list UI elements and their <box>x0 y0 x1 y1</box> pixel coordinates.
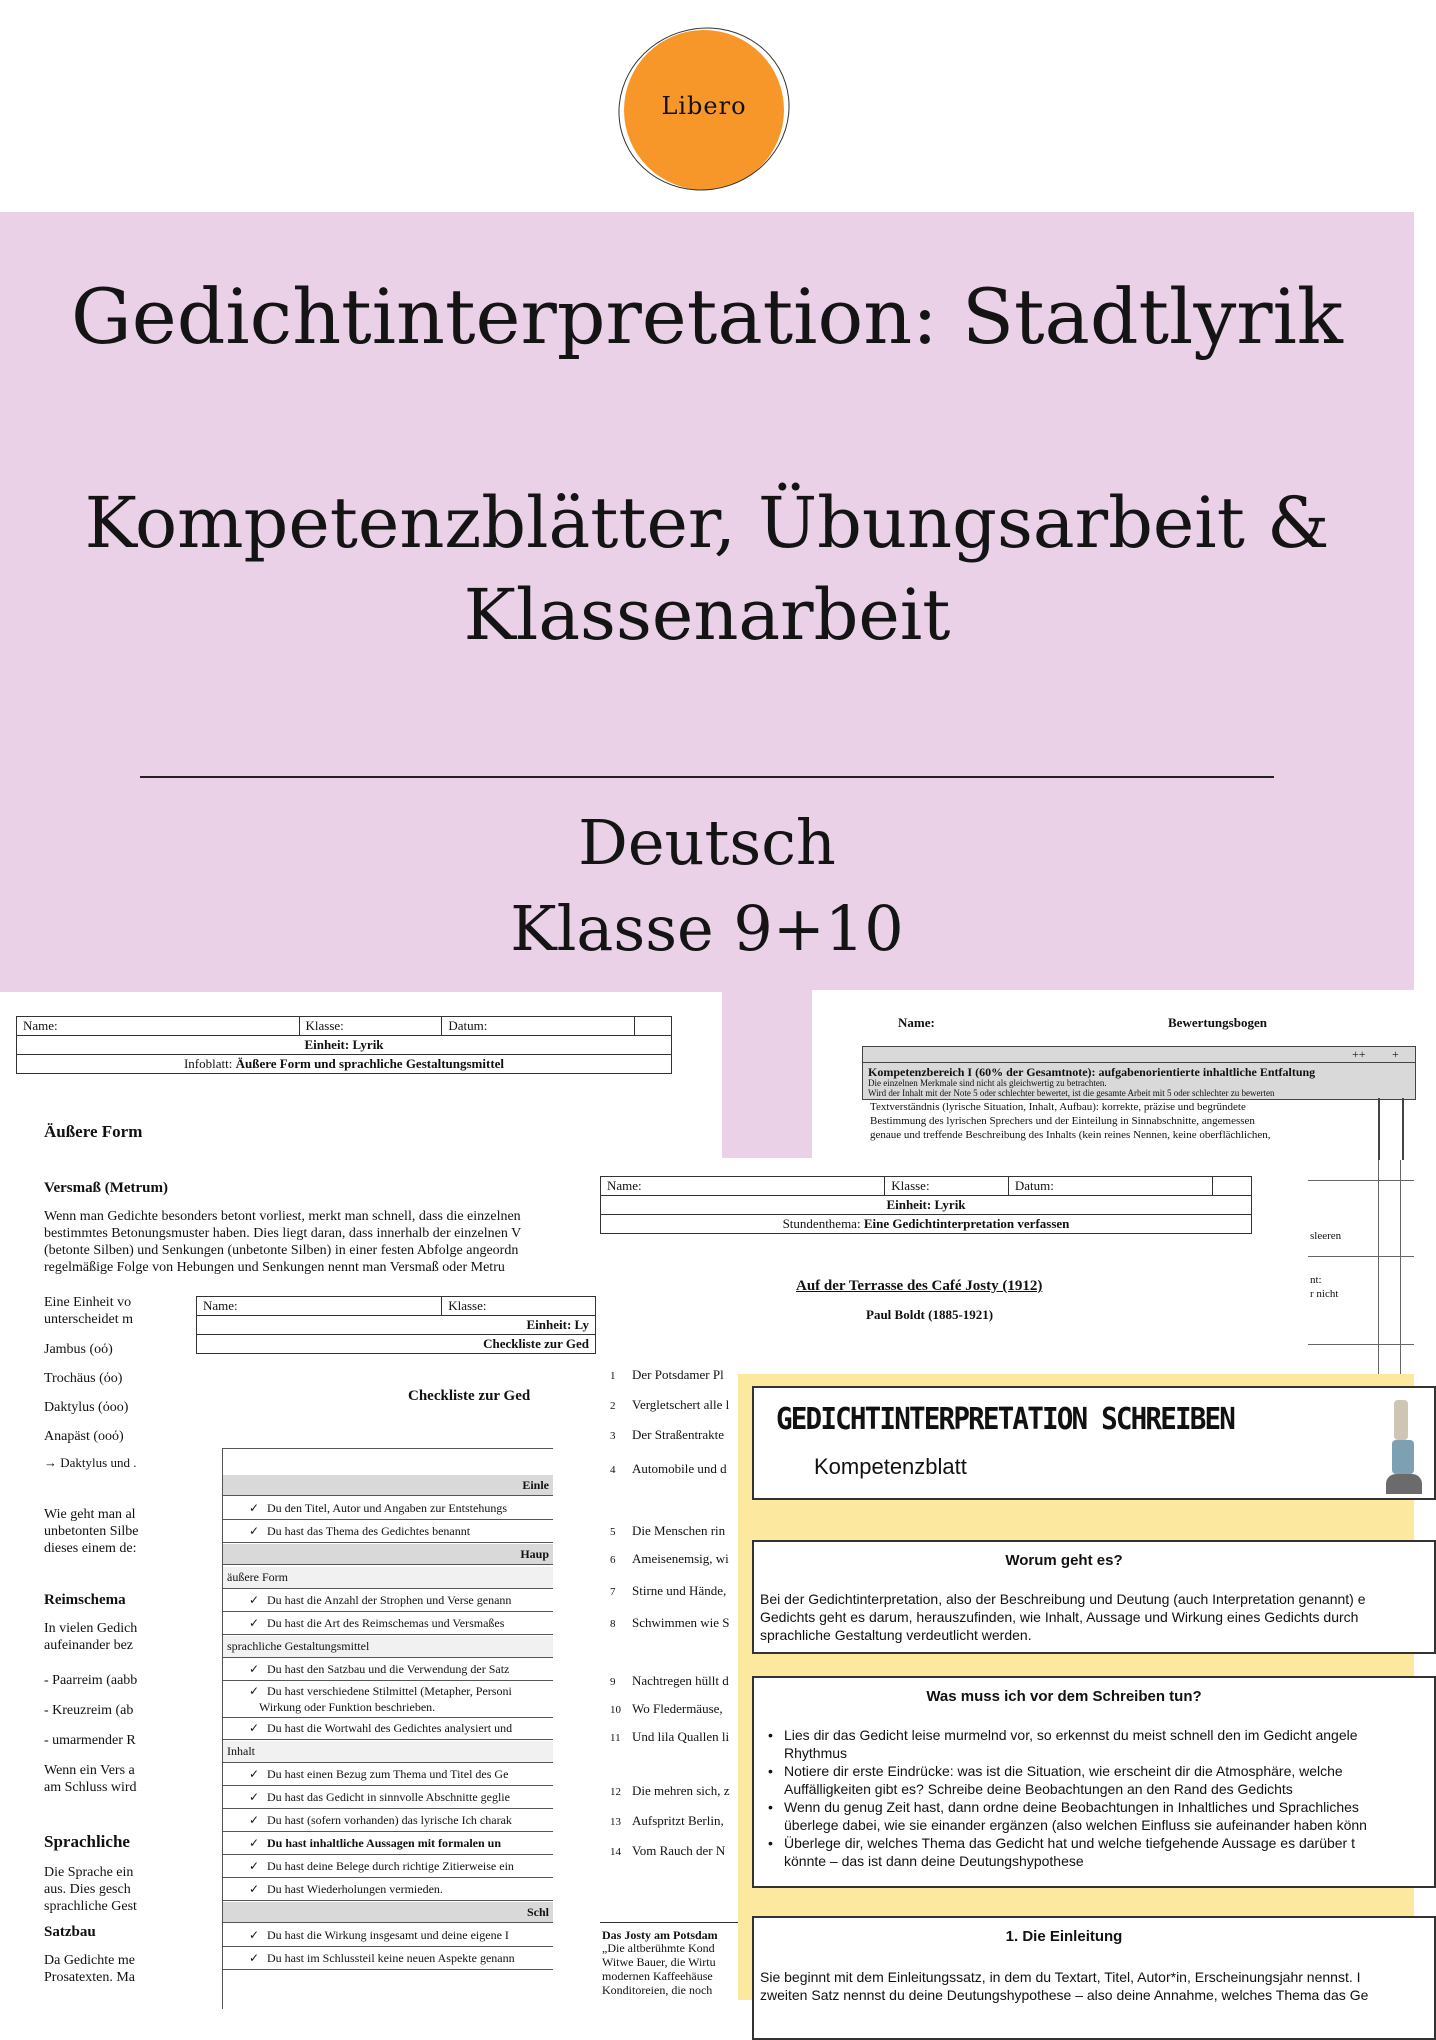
meter-jambus: Jambus (οό) <box>44 1342 113 1357</box>
item-text: Du den Titel, Autor und Angaben zur Entstehungs <box>267 1501 507 1515</box>
checkmark-icon: ✓ <box>248 1767 259 1781</box>
checkmark-icon: ✓ <box>248 1524 259 1538</box>
checklist-group <box>223 1567 553 1589</box>
wie-line-2: unbetonten Silbe <box>44 1524 139 1539</box>
reim-line-2: aufeinander bez <box>44 1638 133 1653</box>
checkliste-header <box>196 1296 596 1354</box>
checklist-group <box>223 1741 553 1763</box>
col-plus: + <box>1392 1047 1399 1061</box>
satzbau-heading: Satzbau <box>44 1924 96 1940</box>
textverstaendnis-2: Bestimmung des lyrischen Sprechers und der Einteilung in Sinnabschnitte, angemessen <box>870 1115 1255 1127</box>
section-label: Haup <box>520 1547 549 1561</box>
checklist-item <box>223 1948 553 1970</box>
verse-number: 12 <box>610 1786 621 1798</box>
kompetenzbereich-label: Kompetenzbereich I (60% der Gesamtnote): aufgabenorientierte inhaltliche Entfaltung <box>868 1065 1316 1079</box>
poem-verse <box>610 1700 723 1719</box>
bullet-line: Notiere dir erste Eindrücke: was ist die Situation, wie erscheint dir die Atmosphäre, welche <box>784 1763 1343 1779</box>
fragment-text-2: nt: <box>1310 1274 1322 1286</box>
satzbau-line-2: Prosatexten. Ma <box>44 1970 135 1985</box>
checkliste-sheet <box>186 1286 589 2000</box>
verse-text: Wo Fledermäuse, <box>632 1701 723 1716</box>
satzbau-line-1: Da Gedichte me <box>44 1953 135 1968</box>
item-text: Du hast den Satzbau und die Verwendung der Satz <box>267 1662 510 1676</box>
poem-verse <box>610 1396 729 1415</box>
name-label: Name: <box>17 1017 300 1036</box>
bewertungsbogen-sheet <box>812 990 1414 1158</box>
bullet-line: Lies dir das Gedicht leise murmelnd vor, so erkennst du meist schnell den im Gedicht angele <box>784 1727 1358 1743</box>
bewertung-title: Bewertungsbogen <box>1168 1015 1267 1030</box>
item-text: Du hast einen Bezug zum Thema und Titel des Ge <box>267 1767 509 1781</box>
bullet-line: Wenn du genug Zeit hast, dann ordne deine Beobachtungen in Inhaltliches und Sprachliches <box>784 1799 1359 1815</box>
verse-text: Nachtregen hüllt d <box>632 1673 729 1688</box>
item-text: Du hast inhaltliche Aussagen mit formalen un <box>267 1836 502 1850</box>
bereich-note-2: Wird der Inhalt mit der Note 5 oder schlechter bewertet, ist die gesamte Arbeit mit 5 oder schlechter zu bewerten <box>868 1088 1275 1098</box>
verse-text: Ameisenemsig, wi <box>632 1551 729 1566</box>
poem-verse <box>610 1728 729 1747</box>
checkmark-icon: ✓ <box>248 1790 259 1804</box>
klasse-label: Klasse: <box>299 1017 442 1036</box>
bullet-line: Überlege dir, welches Thema das Gedicht hat und welche tiefgehende Aussage es darüber t <box>784 1835 1355 1851</box>
bullet-icon: • <box>768 1727 773 1743</box>
checklist-item <box>223 1498 553 1520</box>
josty-line-2: Witwe Bauer, die Wirtu <box>602 1955 716 1969</box>
einheit-line-2: unterscheidet m <box>44 1312 134 1327</box>
grid-line <box>1378 1098 1380 1160</box>
versmass-heading: Versmaß (Metrum) <box>44 1180 168 1196</box>
wie-line-3: dieses einem de: <box>44 1541 137 1556</box>
josty-line-1: „Die altberühmte Kond <box>602 1941 715 1955</box>
aeussere-form-heading: Äußere Form <box>44 1122 143 1141</box>
col-plusplus: ++ <box>1352 1047 1366 1061</box>
verse-number: 8 <box>610 1618 616 1630</box>
vorbereitung-heading: Was muss ich vor dem Schreiben tun? <box>926 1688 1202 1705</box>
verse-text: Vergletschert alle l <box>632 1397 730 1412</box>
datum-label: Datum: <box>442 1017 635 1036</box>
checkmark-icon: ✓ <box>248 1616 259 1630</box>
stundenthema-title: Stundenthema: Eine Gedichtinterpretation verfassen <box>601 1215 1252 1234</box>
logo-text: Libero <box>661 92 747 120</box>
kompetenzblatt-sheet <box>738 1374 1414 2003</box>
verse-text: Automobile und d <box>632 1461 727 1476</box>
banner-tab <box>722 992 812 1158</box>
bullet-line: Auffälligkeiten gibt es? Schreibe deine Beobachtungen an den Rand des Gedichts <box>784 1781 1293 1797</box>
checkliste-subtitle: Checkliste zur Ged <box>197 1335 596 1354</box>
fragment-text-1: sleeren <box>1310 1230 1342 1242</box>
checklist-section <box>223 1475 553 1496</box>
versmass-para-2: bestimmtes Betonungsmuster haben. Dies liegt daran, dass innerhalb der einzelnen V <box>44 1226 522 1241</box>
textverstaendnis-3: genaue und treffende Beschreibung des Inhalts (kein reines Nennen, keine oberflächlichen, <box>870 1129 1271 1141</box>
poem-verse <box>610 1812 724 1831</box>
page-title: Gedichtinterpretation: Stadtlyrik <box>71 272 1343 361</box>
subtitle-line-1: Kompetenzblätter, Übungsarbeit & <box>84 482 1330 564</box>
item-text: Du hast verschiedene Stilmittel (Metapher, Personi <box>267 1684 512 1698</box>
bullet-icon: • <box>768 1799 773 1815</box>
josty-line-3: modernen Kaffeehäuse <box>602 1969 713 1983</box>
sprach-line-3: sprachliche Gest <box>44 1899 137 1914</box>
checkmark-icon: ✓ <box>248 1684 259 1698</box>
poem-title: Auf der Terrasse des Café Josty (1912) <box>796 1278 1043 1294</box>
verse-text: Aufspritzt Berlin, <box>632 1813 724 1828</box>
verse-text: Die mehren sich, z <box>632 1783 730 1798</box>
einleitung-line-1: Sie beginnt mit dem Einleitungssatz, in dem du Textart, Titel, Autor*in, Erscheinungsjahr nennst. I <box>760 1969 1361 1985</box>
verse-number: 7 <box>610 1586 616 1598</box>
figure-illustration <box>1386 1396 1426 1496</box>
item-text: Du hast die Wortwahl des Gedichtes analysiert und <box>267 1721 513 1735</box>
sprach-line-2: aus. Dies gesch <box>44 1882 131 1897</box>
worum-box <box>752 1540 1436 1654</box>
reim-paarreim: - Paarreim (aabb <box>44 1673 138 1688</box>
libero-logo <box>618 26 790 190</box>
reim-umarmend: - umarmender R <box>44 1733 136 1748</box>
item-text: Du hast die Anzahl der Strophen und Verse genann <box>267 1593 512 1607</box>
fragment-text-3: r nicht <box>1310 1288 1339 1300</box>
meter-anapaest: Anapäst (οοό) <box>44 1429 124 1444</box>
poem-verse <box>610 1460 727 1479</box>
poem-verse <box>610 1614 730 1633</box>
poem-author: Paul Boldt (1885-1921) <box>866 1307 994 1322</box>
infoblatt-header <box>16 1016 672 1074</box>
worum-line-3: sprachliche Gestaltung verdeutlicht werden. <box>760 1627 1032 1643</box>
verse-text: Vom Rauch der N <box>632 1843 726 1858</box>
checkmark-icon: ✓ <box>248 1882 259 1896</box>
meter-trochaeus: Trochäus (όο) <box>44 1371 123 1386</box>
checkmark-icon: ✓ <box>248 1813 259 1827</box>
kompetenzblatt-subtitle: Kompetenzblatt <box>814 1454 967 1479</box>
section-label: Schl <box>526 1905 549 1919</box>
checklist-item <box>223 1879 553 1901</box>
checklist-section <box>223 1544 553 1565</box>
einleitung-line-2: zweiten Satz nennst du deine Deutungshypothese – also deine Annahme, welches Thema das Ge <box>760 1987 1369 2003</box>
item-text: Du hast Wiederholungen vermieden. <box>267 1882 443 1896</box>
poem-verse <box>610 1550 729 1569</box>
klasse-label: Klasse: <box>442 1297 596 1316</box>
einheit-label: Einheit: Lyrik <box>17 1036 672 1055</box>
poem-verse <box>610 1672 729 1691</box>
verse-number: 4 <box>610 1464 616 1476</box>
einheit-label: Einheit: Ly <box>197 1316 596 1335</box>
verse-text: Der Potsdamer Pl <box>632 1367 724 1382</box>
checklist-item <box>223 1682 553 1718</box>
poem-verse <box>610 1426 724 1445</box>
verse-number: 6 <box>610 1554 616 1566</box>
verse-number: 3 <box>610 1430 616 1442</box>
verse-text: Die Menschen rin <box>632 1523 726 1538</box>
verse-number: 5 <box>610 1526 616 1538</box>
name-label: Name: <box>197 1297 442 1316</box>
checkmark-icon: ✓ <box>248 1836 259 1850</box>
josty-box-title: Das Josty am Potsdam <box>602 1928 718 1942</box>
checkmark-icon: ✓ <box>248 1951 259 1965</box>
versmass-para-1: Wenn man Gedichte besonders betont vorliest, merkt man schnell, dass die einzelnen <box>44 1209 521 1224</box>
vers-line-2: am Schluss wird <box>44 1780 137 1795</box>
section-label: Einle <box>522 1478 549 1492</box>
arrow-note: → Daktylus und . <box>44 1455 137 1470</box>
verse-number: 9 <box>610 1676 616 1688</box>
bullet-icon: • <box>768 1763 773 1779</box>
verse-number: 10 <box>610 1704 621 1716</box>
checkliste-table <box>222 1448 553 2009</box>
grid-line <box>1402 1098 1404 1160</box>
bewertung-name-label: Name: <box>898 1015 935 1030</box>
checklist-item <box>223 1659 553 1681</box>
bereich-note-1: Die einzelnen Merkmale sind nicht als gleichwertig zu betrachten. <box>868 1078 1107 1088</box>
item-text-continued: Wirkung oder Funktion beschrieben. <box>259 1700 436 1714</box>
checkmark-icon: ✓ <box>248 1662 259 1676</box>
item-text: Du hast das Thema des Gedichtes benannt <box>267 1524 471 1538</box>
kompetenzblatt-title: GEDICHTINTERPRETATION SCHREIBEN <box>776 1402 1235 1437</box>
bullet-line: könnte – das ist dann deine Deutungshypothese <box>784 1853 1084 1869</box>
reim-line-1: In vielen Gedich <box>44 1621 138 1636</box>
versmass-para-3: (betonte Silben) und Senkungen (unbetonte Silben) in einer festen Abfolge angeordn <box>44 1243 519 1258</box>
vorbereitung-box <box>752 1676 1436 1888</box>
item-text: Du hast das Gedicht in sinnvolle Abschnitte geglie <box>267 1790 510 1804</box>
sprach-line-1: Die Sprache ein <box>44 1865 134 1880</box>
sprachliche-heading: Sprachliche <box>44 1832 130 1851</box>
datum-label: Datum: <box>1008 1177 1212 1196</box>
grade-label: Klasse 9+10 <box>510 892 904 965</box>
einleitung-box <box>752 1916 1436 2040</box>
checklist-item <box>223 1856 553 1878</box>
bullet-icon: • <box>768 1835 773 1851</box>
subject-label: Deutsch <box>578 806 836 879</box>
divider <box>140 776 1274 778</box>
checkmark-icon: ✓ <box>248 1928 259 1942</box>
kompetenzblatt-header <box>752 1386 1436 1500</box>
verse-text: Der Straßentrakte <box>632 1427 725 1442</box>
group-label: äußere Form <box>227 1570 288 1584</box>
verse-number: 13 <box>610 1816 621 1828</box>
checklist-item <box>223 1521 553 1543</box>
checklist-item <box>223 1764 553 1786</box>
item-text: Du hast deine Belege durch richtige Zitierweise ein <box>267 1859 514 1873</box>
einheit-label: Einheit: Lyrik <box>601 1196 1252 1215</box>
checklist-section <box>223 1902 553 1923</box>
item-text: Du hast die Wirkung insgesamt und deine eigene I <box>267 1928 509 1942</box>
worum-line-1: Bei der Gedichtinterpretation, also der Beschreibung und Deutung (auch Interpretation genannt) e <box>760 1591 1366 1607</box>
josty-line-4: Konditoreien, die noch <box>602 1983 713 1997</box>
checklist-item <box>223 1925 553 1947</box>
checklist-group <box>223 1636 553 1658</box>
klasse-label: Klasse: <box>885 1177 1009 1196</box>
checklist-item <box>223 1833 553 1855</box>
checklist-item <box>223 1810 553 1832</box>
item-text: Du hast (sofern vorhanden) das lyrische Ich charak <box>267 1813 512 1827</box>
verse-number: 1 <box>610 1370 616 1382</box>
reim-kreuzreim: - Kreuzreim (ab <box>44 1703 134 1718</box>
reimschema-heading: Reimschema <box>44 1592 126 1608</box>
worum-line-2: Gedichts geht es darum, herauszufinden, wie Inhalt, Aussage und Wirkung eines Gedichts durch <box>760 1609 1359 1625</box>
verse-text: Und lila Quallen li <box>632 1729 730 1744</box>
einleitung-heading: 1. Die Einleitung <box>1005 1928 1123 1945</box>
checkliste-title: Checkliste zur Ged <box>408 1388 531 1404</box>
worum-heading: Worum geht es? <box>1005 1552 1123 1569</box>
group-label: sprachliche Gestaltungsmittel <box>227 1639 370 1653</box>
poem-verse <box>610 1366 724 1385</box>
bullet-line: Rhythmus <box>784 1745 848 1761</box>
checkmark-icon: ✓ <box>248 1859 259 1873</box>
poem-verse <box>610 1522 725 1541</box>
name-label: Name: <box>601 1177 885 1196</box>
checklist-item <box>223 1718 553 1740</box>
wie-line-1: Wie geht man al <box>44 1507 136 1522</box>
bewertungsbogen-fragment <box>1308 1160 1414 1376</box>
verse-number: 14 <box>610 1846 621 1858</box>
checkmark-icon: ✓ <box>248 1593 259 1607</box>
checkmark-icon: ✓ <box>248 1721 259 1735</box>
item-text: Du hast die Art des Reimschemas und Versmaßes <box>267 1616 505 1630</box>
meter-daktylus: Daktylus (όοο) <box>44 1400 129 1415</box>
title-banner <box>0 212 1414 992</box>
verse-number: 2 <box>610 1400 616 1412</box>
checklist-item <box>223 1590 553 1612</box>
poem-verse <box>610 1842 725 1861</box>
verse-text: Schwimmen wie S <box>632 1615 730 1630</box>
poem-verse <box>610 1582 726 1601</box>
textverstaendnis-1: Textverständnis (lyrische Situation, Inhalt, Aufbau): korrekte, präzise und begründete <box>870 1101 1246 1113</box>
infoblatt-title: Infoblatt: Äußere Form und sprachliche Gestaltungsmittel <box>17 1055 672 1074</box>
poem-verse <box>610 1782 729 1801</box>
verse-number: 11 <box>610 1732 621 1744</box>
verse-text: Stirne und Hände, <box>632 1583 727 1598</box>
checklist-item <box>223 1787 553 1809</box>
bullet-line: überlege dabei, wie sie einander ergänzen (also welchen Einfluss sie aufeinander haben könn <box>784 1817 1367 1833</box>
group-label: Inhalt <box>227 1744 255 1758</box>
vers-line-1: Wenn ein Vers a <box>44 1763 135 1778</box>
versmass-para-4: regelmäßige Folge von Hebungen und Senkungen nennt man Versmaß oder Metru <box>44 1260 505 1275</box>
checkmark-icon: ✓ <box>248 1501 259 1515</box>
item-text: Du hast im Schlussteil keine neuen Aspekte genann <box>267 1951 515 1965</box>
stundenthema-header <box>600 1176 1252 1234</box>
subtitle-line-2: Klassenarbeit <box>463 574 951 656</box>
checklist-item <box>223 1613 553 1635</box>
einheit-line-1: Eine Einheit vo <box>44 1295 132 1310</box>
